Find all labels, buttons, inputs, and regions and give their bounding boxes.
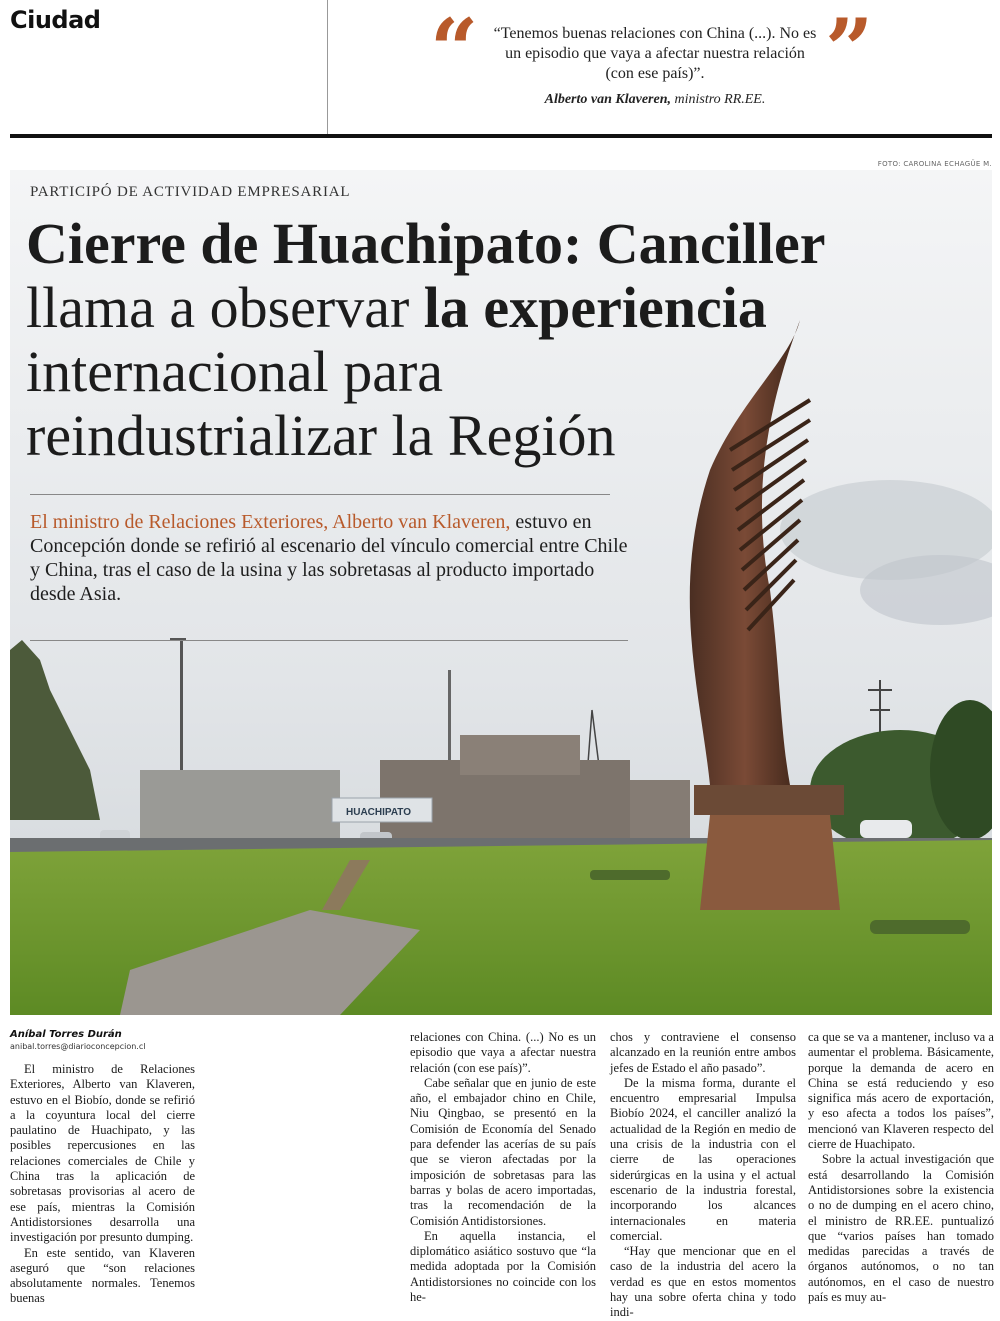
car (860, 820, 912, 838)
byline-email: anibal.torres@diarioconcepcion.cl (10, 1042, 146, 1051)
building (140, 770, 340, 840)
article-column-1 (10, 1062, 195, 1307)
headline-line2-bold: la experiencia (423, 275, 767, 340)
paragraph: “Hay que mencionar que en el caso de la industria del acero la verdad es que en estos momentos hay una sobre oferta china y todo indi- (610, 1244, 796, 1320)
headline-line2: llama a observar (26, 275, 424, 340)
deck-accent: El ministro de Relaciones Exteriores, Alberto van Klaveren, (30, 511, 511, 533)
deck-text: estuvo en Concepción donde se refirió al escenario del vínculo comercial entre Chile y China, tras el caso de la usina y las sobretasas al producto importado desde Asia. (30, 511, 628, 605)
pull-quote-text: “Tenemos buenas relaciones con China (...). No es un episodio que vaya a afectar nuestra relación (con ese país)”. (493, 25, 817, 82)
byline: Aníbal Torres Durán (10, 1029, 122, 1040)
steel-plant-side (630, 780, 690, 840)
sculpture-pedestal-top (694, 785, 844, 815)
article-column-2 (410, 1030, 596, 1305)
paragraph: Sobre la actual investigación que está desarrollando la Comisión Antidistorsiones sobre la existencia o no de dumping en el acero chino, el ministro de RR.EE. puntualizó que “varios países han tomado medidas parecidas a través de órganos autónomos, o no tan autónomos, en el caso de nuestro país es muy au- (808, 1152, 994, 1305)
article-deck (30, 510, 630, 606)
quote-open-mark: “ (430, 0, 479, 99)
sculpture-pedestal (700, 815, 840, 910)
paragraph: De la misma forma, durante el encuentro empresarial Impulsa Biobío 2024, el canciller analizó la actualidad de la Región en medio de una crisis de la industria con el cierre de las operaciones siderúrgicas en la usina y el actual escenario de la industria forestal, incorporando los alcances internacionales en materia comercial. (610, 1075, 796, 1243)
headline-line3: internacional para (26, 339, 444, 404)
deck-rule-top (30, 494, 610, 495)
flower-bed (590, 870, 670, 880)
paragraph: En este sentido, van Klaveren aseguró que “son relaciones absolutamente normales. Tenemos buenas (10, 1245, 195, 1306)
header-rule (10, 134, 992, 138)
headline-line1: Cierre de Huachipato: Canciller (26, 211, 826, 276)
steel-plant-upper (460, 735, 580, 775)
photo-credit: FOTO: CAROLINA ECHAGÜE M. (877, 160, 992, 168)
article-column-3 (610, 1030, 796, 1321)
quote-author-role: ministro RR.EE. (671, 92, 766, 107)
paragraph: ca que se va a mantener, incluso va a aumentar el problema. Básicamente, porque la demanda de acero en China se está reduciendo y eso significa más acero de exportación, y eso afecta a todos los países”, mencionó van Klaveren respecto del cierre de Huachipato. (808, 1030, 994, 1152)
sign-text: HUACHIPATO (346, 807, 411, 818)
paragraph: El ministro de Relaciones Exteriores, Alberto van Klaveren, estuvo en el Biobío, donde se refirió a la coyuntura local del cierre paulatino de Huachipato, y las posibles repercusiones en las relaciones comerciales de Chile y China tras la aplicación de sobretasas provisorias al acero de ese país, mientras la Comisión Antidistorsiones desarrolla una investigación por presunto dumping. (10, 1062, 195, 1245)
quote-close-mark: ” (825, 0, 874, 99)
paragraph: Cabe señalar que en junio de este año, el embajador chino en Chile, Niu Qingbao, se presentó en la Comisión de Economía del Senado para defender las acerías de su país que se vieron afectadas por la imposición de sobretasas para las barras y bolas de acero importadas, tras la recomendación de la Comisión Antidistorsiones. (410, 1075, 596, 1228)
paragraph: En aquella instancia, el diplomático asiático sostuvo que “la medida adoptada por la Comisión Antidistorsiones no coincide con los he- (410, 1228, 596, 1305)
quote-author-name: Alberto van Klaveren, (544, 92, 671, 107)
article-headline (26, 212, 906, 468)
pull-quote-author (480, 92, 830, 108)
deck-rule-bottom (30, 640, 628, 641)
article-kicker: PARTICIPÓ DE ACTIVIDAD EMPRESARIAL (30, 184, 351, 200)
flower-bed (870, 920, 970, 934)
paragraph: relaciones con China. (...) No es un episodio que vaya a afectar nuestra relación (con ese país)”. (410, 1030, 596, 1075)
paragraph: chos y contraviene el consenso alcanzado en la reunión entre ambos jefes de Estado el año pasado”. (610, 1030, 796, 1075)
headline-line4: reindustrializar la Región (26, 403, 616, 468)
section-label: Ciudad (10, 6, 101, 34)
article-column-4 (808, 1030, 994, 1305)
header-divider (327, 0, 328, 134)
